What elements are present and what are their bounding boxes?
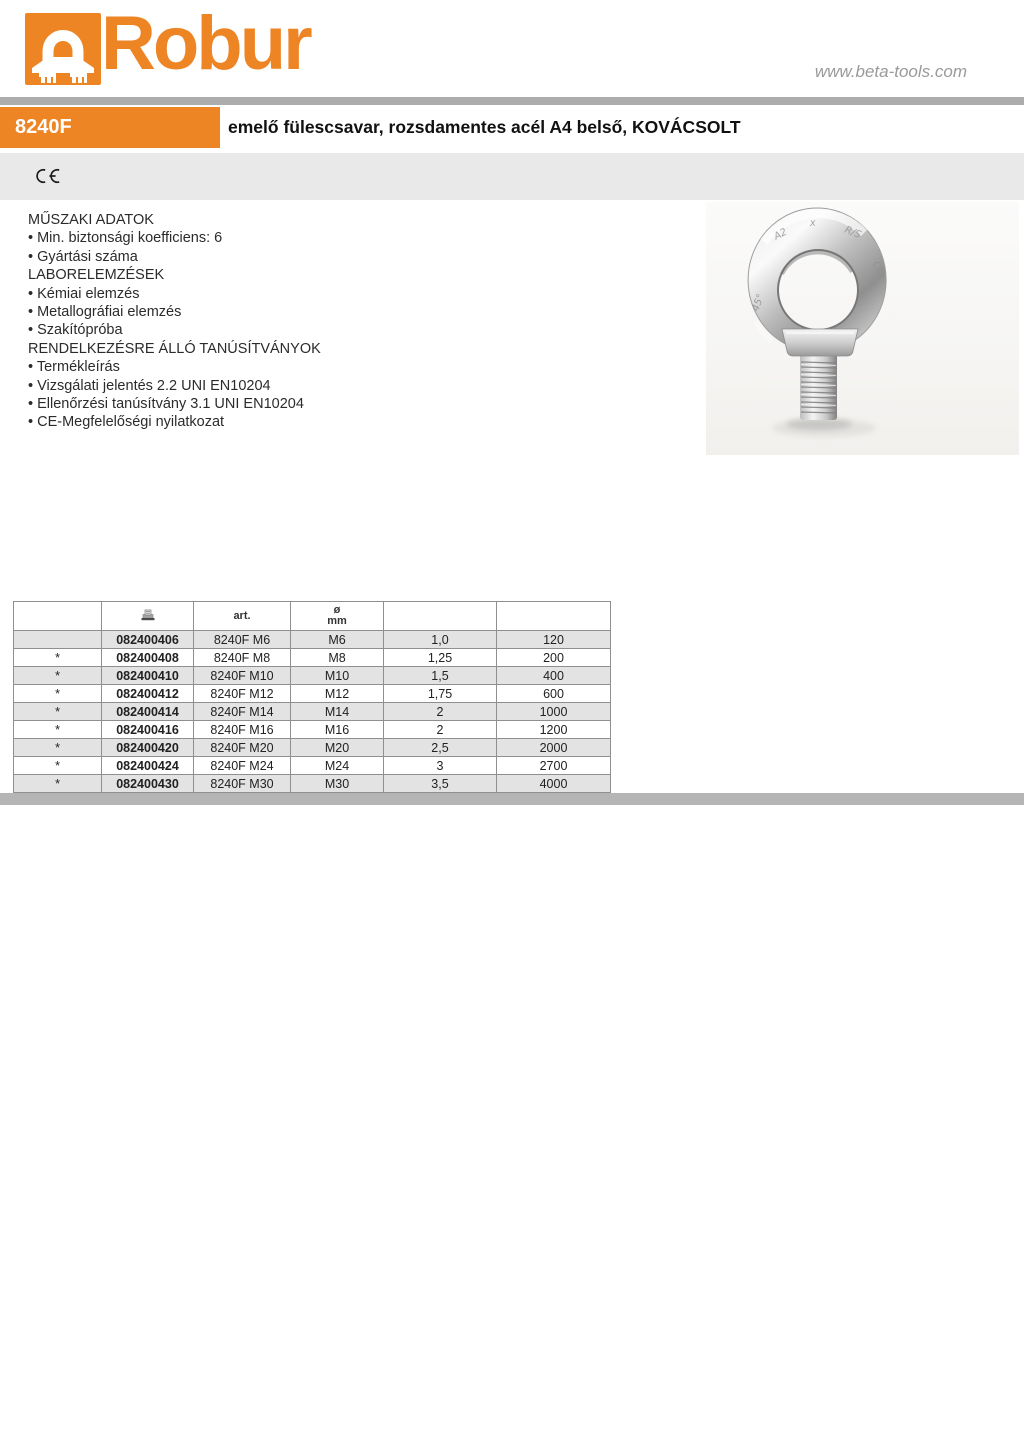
art-cell: 8240F M14: [194, 703, 291, 721]
star-cell: *: [14, 703, 102, 721]
code-cell: 082400416: [102, 721, 194, 739]
ce-mark-icon: [35, 168, 61, 184]
art-cell: 8240F M30: [194, 775, 291, 793]
col6-cell: 120: [497, 631, 611, 649]
art-cell: 8240F M24: [194, 757, 291, 775]
diameter-symbol: ø: [333, 604, 341, 616]
col5-cell: 1,5: [384, 667, 497, 685]
header-col6-cell: [497, 602, 611, 631]
col6-cell: 600: [497, 685, 611, 703]
svg-text:R/S: R/S: [842, 224, 863, 242]
col6-cell: 1000: [497, 703, 611, 721]
package-icon: [140, 609, 156, 621]
tech-line: • CE-Megfelelőségi nyilatkozat: [28, 414, 225, 431]
tech-line: MŰSZAKI ADATOK: [28, 212, 154, 228]
star-cell: *: [14, 667, 102, 685]
size-cell: M24: [291, 757, 384, 775]
col6-cell: 2700: [497, 757, 611, 775]
robur-logo-icon: [25, 13, 101, 85]
table-row: [14, 775, 611, 793]
tech-line: • Termékleírás: [28, 359, 120, 376]
size-cell: M16: [291, 721, 384, 739]
col5-cell: 2,5: [384, 739, 497, 757]
star-cell: *: [14, 721, 102, 739]
top-divider-bar: [0, 97, 1024, 105]
code-cell: 082400420: [102, 739, 194, 757]
size-cell: M10: [291, 667, 384, 685]
spec-table: [13, 601, 611, 793]
bottom-divider-bar: [0, 793, 1024, 805]
size-cell: M6: [291, 631, 384, 649]
star-cell: *: [14, 685, 102, 703]
table-row: [14, 685, 611, 703]
ce-band: [0, 153, 1024, 200]
code-cell: 082400412: [102, 685, 194, 703]
brand-wordmark: Robur: [101, 1, 310, 86]
table-row: [14, 667, 611, 685]
table-row: [14, 649, 611, 667]
tech-line: LABORELEMZÉSEK: [28, 267, 165, 284]
col5-cell: 1,0: [384, 631, 497, 649]
eye-bolt-photo: [706, 202, 1019, 455]
header-code-cell: [102, 602, 194, 631]
table-row: [14, 721, 611, 739]
art-cell: 8240F M6: [194, 631, 291, 649]
website-link[interactable]: www.beta-tools.com: [814, 62, 967, 81]
star-cell: [14, 631, 102, 649]
tech-line: RENDELKEZÉSRE ÁLLÓ TANÚSÍTVÁNYOK: [28, 340, 321, 357]
code-cell: 082400406: [102, 631, 194, 649]
col6-cell: 1200: [497, 721, 611, 739]
table-row: [14, 631, 611, 649]
art-cell: 8240F M16: [194, 721, 291, 739]
code-cell: 082400424: [102, 757, 194, 775]
col5-cell: 3: [384, 757, 497, 775]
header-diameter-cell: [291, 602, 384, 631]
product-title: emelő fülescsavar, rozsdamentes acél A4 belső, KOVÁCSOLT: [228, 117, 741, 137]
tech-line: • Kémiai elemzés: [28, 285, 140, 302]
code-cell: 082400410: [102, 667, 194, 685]
technical-data-list: [28, 211, 648, 432]
tech-line: • Ellenőrzési tanúsítvány 3.1 UNI EN10204: [28, 396, 304, 413]
star-cell: *: [14, 775, 102, 793]
code-cell: 082400430: [102, 775, 194, 793]
table-row: [14, 757, 611, 775]
product-photo: [706, 202, 1019, 455]
col6-cell: 2000: [497, 739, 611, 757]
col5-cell: 1,75: [384, 685, 497, 703]
star-cell: *: [14, 757, 102, 775]
tech-line: • Min. biztonsági koefficiens: 6: [28, 230, 223, 247]
header-star-cell: [14, 602, 102, 631]
tech-line: • Szakítópróba: [28, 322, 123, 339]
col6-cell: 200: [497, 649, 611, 667]
svg-text:x: x: [809, 217, 817, 229]
size-cell: M12: [291, 685, 384, 703]
art-cell: 8240F M8: [194, 649, 291, 667]
tech-line: • Vizsgálati jelentés 2.2 UNI EN10204: [28, 377, 271, 394]
table-row: [14, 739, 611, 757]
star-cell: *: [14, 739, 102, 757]
tech-line: • Gyártási száma: [28, 248, 138, 265]
col6-cell: 4000: [497, 775, 611, 793]
col5-cell: 2: [384, 703, 497, 721]
svg-text:A2: A2: [772, 226, 790, 243]
size-cell: M14: [291, 703, 384, 721]
diameter-unit: mm: [327, 615, 347, 627]
size-cell: M8: [291, 649, 384, 667]
code-cell: 082400408: [102, 649, 194, 667]
star-cell: *: [14, 649, 102, 667]
col5-cell: 3,5: [384, 775, 497, 793]
header-col5-cell: [384, 602, 497, 631]
code-cell: 082400414: [102, 703, 194, 721]
wire-rope-clamp-icon: [25, 13, 101, 85]
table-row: [14, 703, 611, 721]
product-code-badge: 8240F: [0, 107, 220, 148]
tech-line: • Metallográfiai elemzés: [28, 304, 182, 321]
svg-text:C€: C€: [869, 259, 887, 277]
svg-text:45°: 45°: [750, 292, 767, 314]
size-cell: M30: [291, 775, 384, 793]
col5-cell: 1,25: [384, 649, 497, 667]
art-cell: 8240F M10: [194, 667, 291, 685]
art-cell: 8240F M20: [194, 739, 291, 757]
size-cell: M20: [291, 739, 384, 757]
col5-cell: 2: [384, 721, 497, 739]
header-art-cell: art.: [194, 602, 291, 631]
table-header-row: [14, 602, 611, 631]
art-cell: 8240F M12: [194, 685, 291, 703]
col6-cell: 400: [497, 667, 611, 685]
